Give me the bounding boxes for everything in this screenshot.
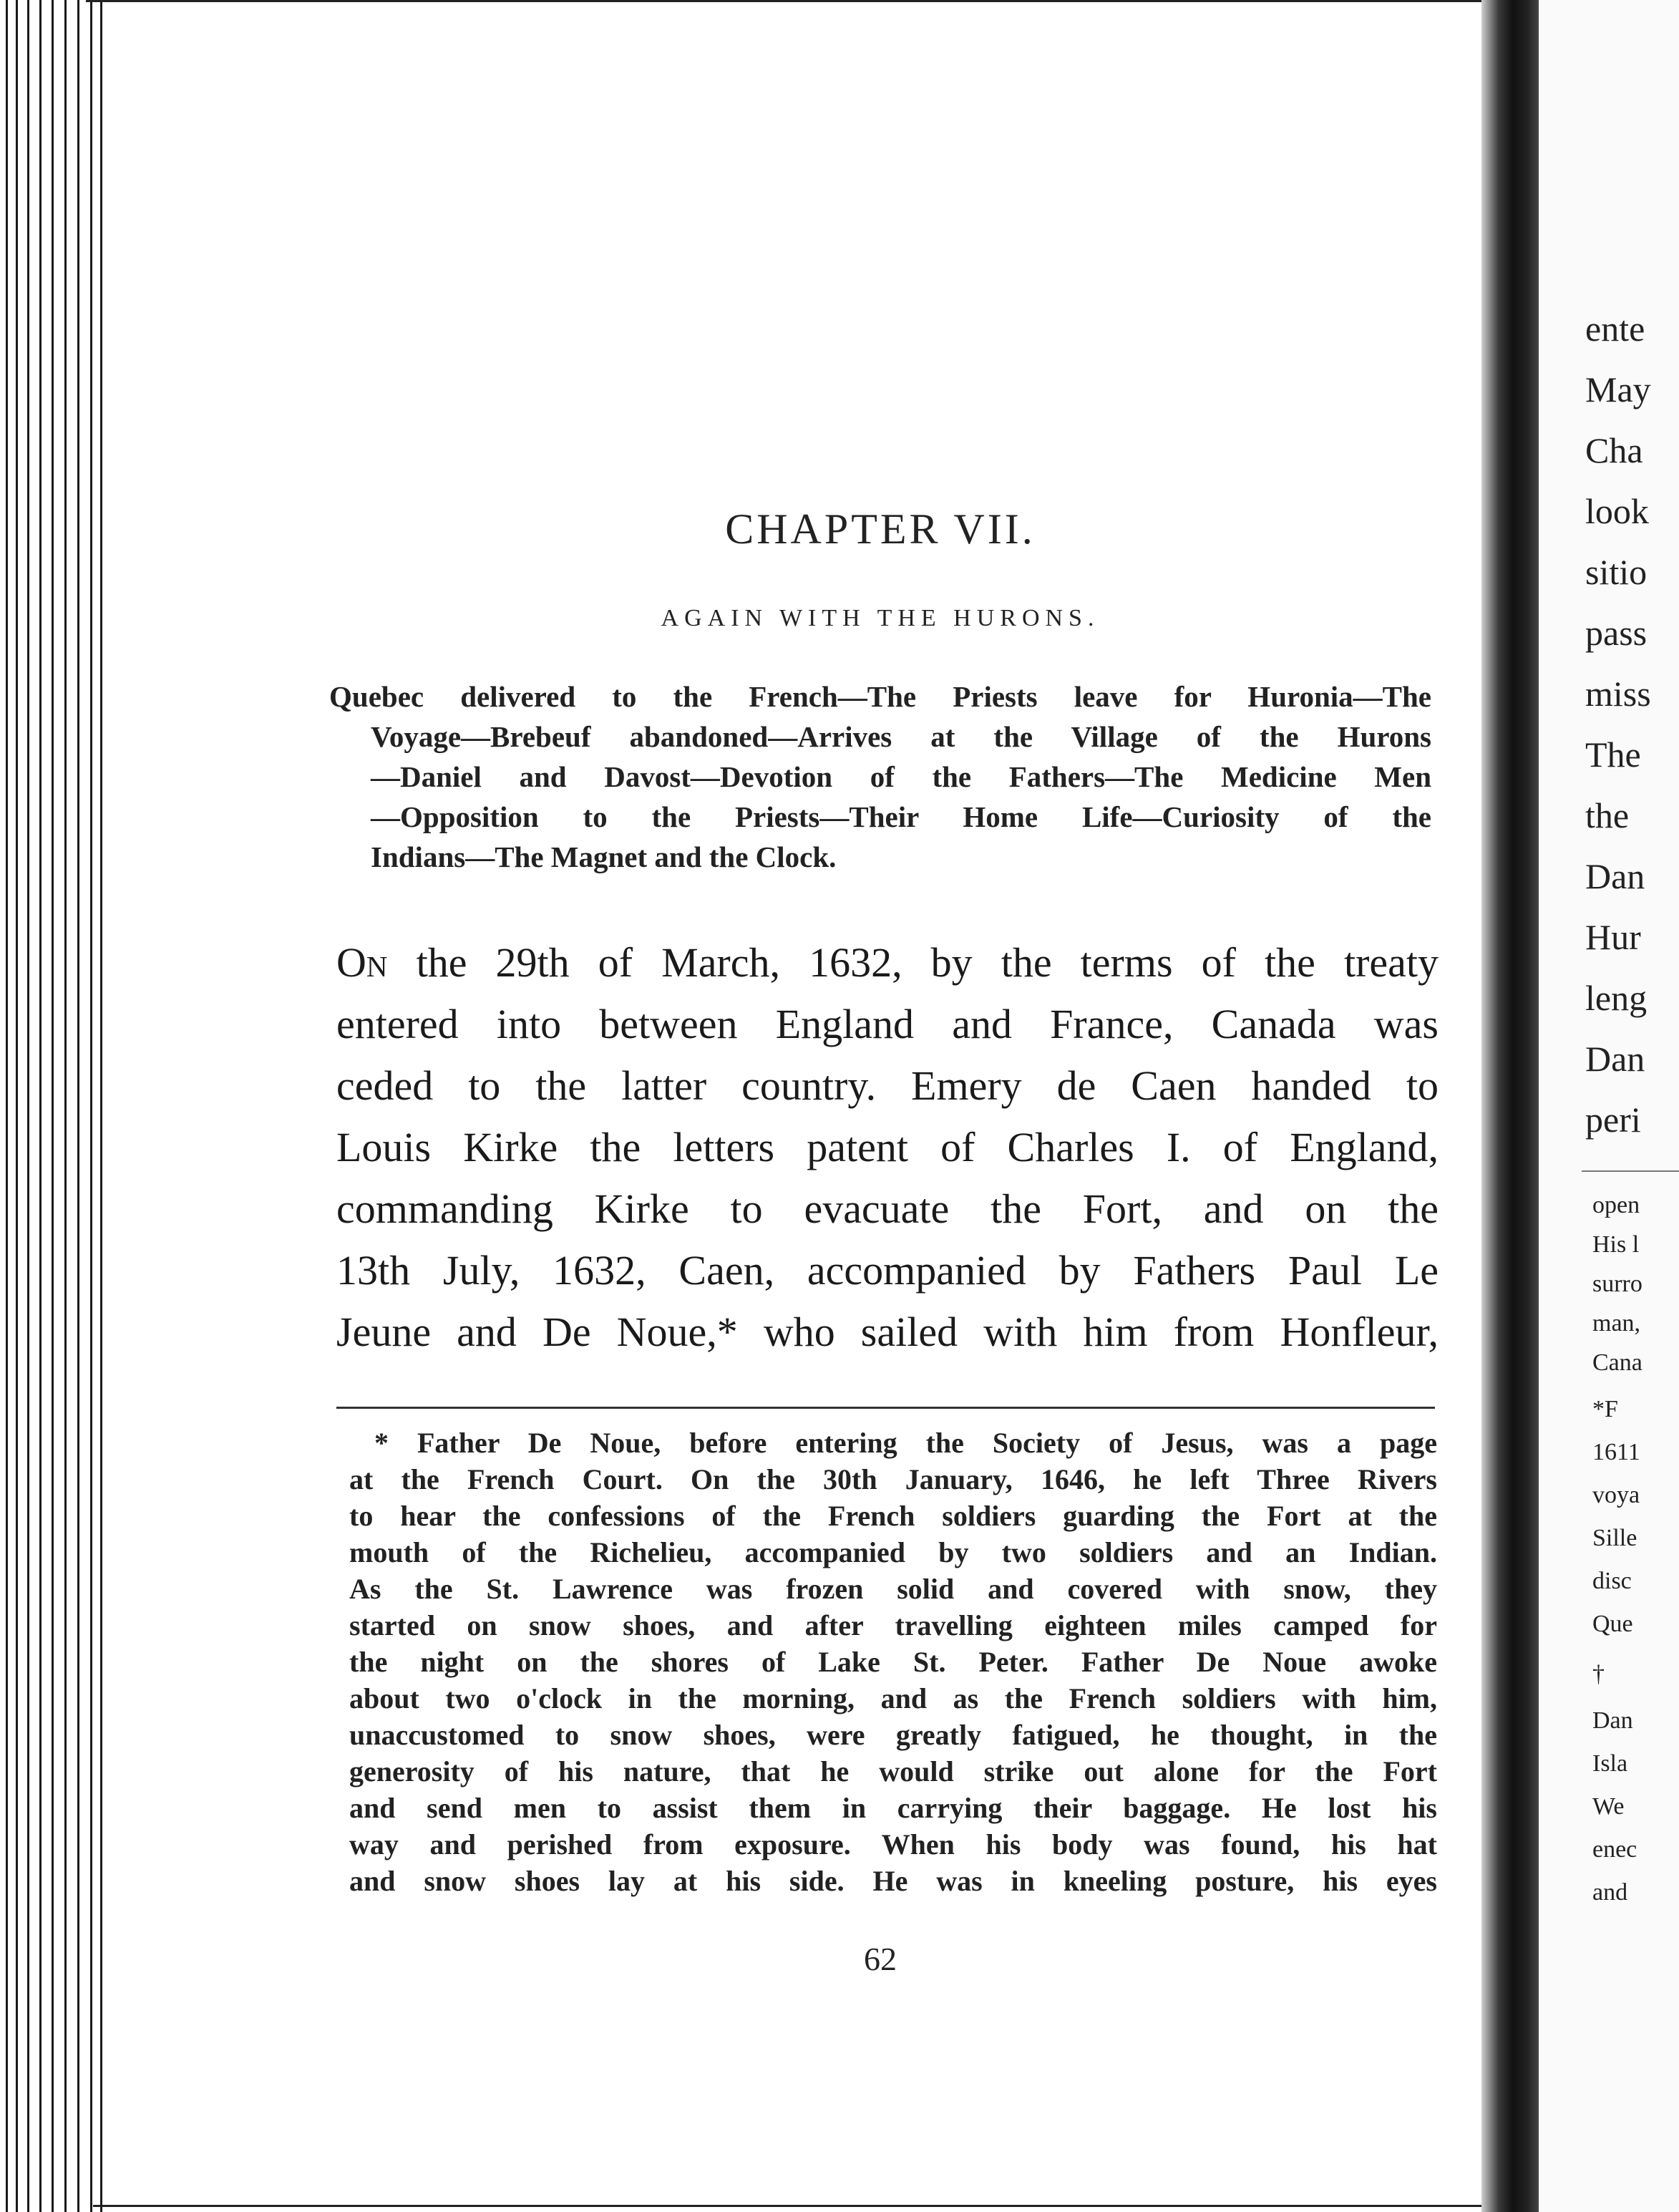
footnote-divider: [336, 1407, 1435, 1409]
footnote-line: the night on the shores of Lake St. Peter. Father De Noue awoke: [349, 1646, 1437, 1678]
body-line: Louis Kirke the letters patent of Charles I. of England,: [336, 1124, 1439, 1170]
facing-fragment: surro: [1592, 1271, 1642, 1297]
facing-fragment: †: [1592, 1661, 1605, 1687]
facing-fragment: leng: [1585, 978, 1648, 1018]
facing-fragment: the: [1585, 795, 1630, 835]
chapter-subtitle: AGAIN WITH THE HURONS.: [661, 605, 1100, 631]
facing-fragment: miss: [1585, 674, 1651, 714]
facing-fragment: disc: [1592, 1568, 1632, 1594]
facing-fragment: open: [1592, 1192, 1640, 1218]
facing-fragment: We: [1592, 1793, 1625, 1820]
facing-fragment: ente: [1585, 309, 1645, 349]
body-line: On the 29th of March, 1632, by the terms of the treaty: [336, 939, 1439, 986]
facing-fragment: sitio: [1585, 552, 1648, 592]
book-binding-edge: [0, 0, 107, 2212]
facing-fragment: The: [1585, 734, 1641, 775]
chapter-synopsis: [329, 676, 1431, 877]
dropcap: On: [336, 939, 388, 986]
facing-footnote-divider: [1582, 1170, 1679, 1172]
footnote-line: generosity of his nature, that he would strike out alone for the Fort: [349, 1755, 1437, 1787]
body-line: Jeune and De Noue,* who sailed with him from Honfleur,: [336, 1309, 1439, 1355]
book-page: [315, 0, 1446, 2212]
facing-fragment: His l: [1592, 1231, 1640, 1258]
footnote: [349, 1425, 1437, 1899]
facing-fragment: Hur: [1585, 917, 1641, 957]
chapter-title: CHAPTER VII.: [725, 505, 1036, 553]
footnote-line: * Father De Noue, before entering the Society of Jesus, was a page: [374, 1427, 1437, 1459]
facing-fragment: Dan: [1592, 1707, 1633, 1734]
facing-fragment: Cha: [1585, 430, 1643, 470]
facing-fragment: voya: [1592, 1482, 1640, 1508]
facing-fragment: 1611: [1592, 1439, 1640, 1465]
footnote-line: at the French Court. On the 30th January, 1646, he left Three Rivers: [349, 1463, 1437, 1495]
facing-fragment: man,: [1592, 1310, 1641, 1337]
page-number: 62: [864, 1941, 897, 1977]
footnote-line: and snow shoes lay at his side. He was in kneeling posture, his eyes: [349, 1865, 1437, 1897]
facing-fragment: Que: [1592, 1611, 1633, 1637]
body-line: 13th July, 1632, Caen, accompanied by Fathers Paul Le: [336, 1247, 1439, 1294]
facing-fragment: Sille: [1592, 1525, 1637, 1551]
facing-fragment: look: [1585, 491, 1649, 531]
facing-fragment: Cana: [1592, 1349, 1642, 1376]
synopsis-line: Quebec delivered to the French—The Priests leave for Huronia—The: [329, 680, 1431, 713]
facing-fragment: Dan: [1585, 856, 1645, 896]
facing-fragment: Dan: [1585, 1039, 1645, 1079]
body-line: ceded to the latter country. Emery de Caen handed to: [336, 1062, 1439, 1109]
footnote-line: mouth of the Richelieu, accompanied by two soldiers and an Indian.: [349, 1536, 1437, 1568]
facing-fragment: May: [1585, 369, 1651, 409]
facing-fragment: enec: [1592, 1836, 1637, 1863]
body-line: entered into between England and France, Canada was: [336, 1001, 1439, 1047]
footnote-line: and send men to assist them in carrying their baggage. He lost his: [349, 1792, 1437, 1824]
facing-fragment: and: [1592, 1879, 1628, 1906]
body-line: commanding Kirke to evacuate the Fort, and on the: [336, 1185, 1439, 1232]
footnote-line: to hear the confessions of the French soldiers guarding the Fort at the: [349, 1500, 1437, 1532]
body-paragraph: [336, 932, 1439, 1363]
book-gutter-shadow: [1481, 0, 1539, 2212]
footnote-line: about two o'clock in the morning, and as the French soldiers with him,: [349, 1682, 1437, 1714]
facing-fragment: *F: [1592, 1396, 1618, 1422]
synopsis-line: Indians—The Magnet and the Clock.: [371, 840, 837, 873]
synopsis-line: Voyage—Brebeuf abandoned—Arrives at the Village of the Hurons: [371, 720, 1431, 753]
facing-fragment: Isla: [1592, 1750, 1628, 1777]
facing-fragment: pass: [1585, 613, 1648, 653]
footnote-line: unaccustomed to snow shoes, were greatly fatigued, he thought, in the: [349, 1719, 1437, 1751]
synopsis-line: —Daniel and Davost—Devotion of the Fathers—The Medicine Men: [371, 760, 1431, 793]
facing-fragment: peri: [1585, 1100, 1641, 1140]
synopsis-line: —Opposition to the Priests—Their Home Life—Curiosity of the: [371, 800, 1431, 833]
footnote-line: started on snow shoes, and after travelling eighteen miles camped for: [349, 1609, 1437, 1641]
footnote-line: way and perished from exposure. When his body was found, his hat: [349, 1828, 1437, 1861]
footnote-line: As the St. Lawrence was frozen solid and covered with snow, they: [349, 1573, 1437, 1605]
facing-page: [1539, 0, 1679, 2212]
